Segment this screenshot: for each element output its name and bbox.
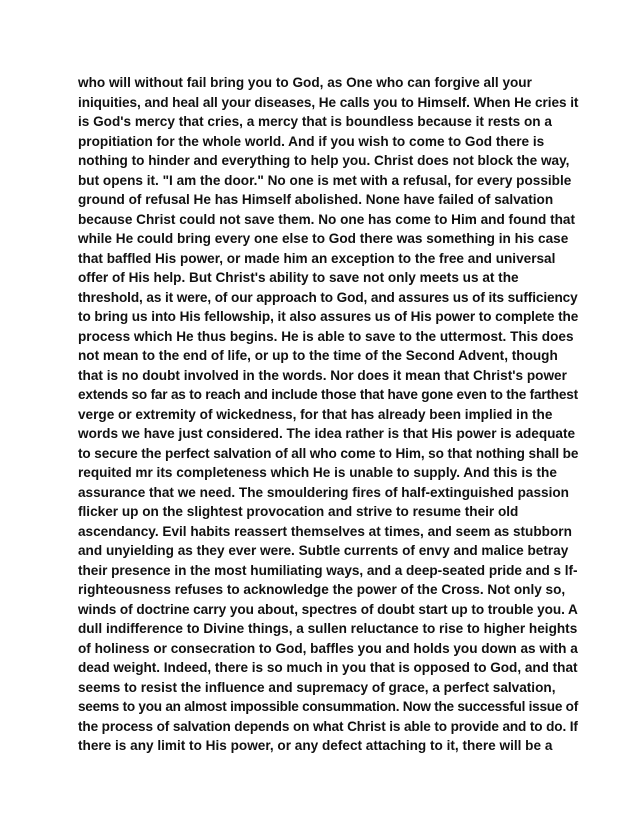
text-line: not mean to the end of life, or up to the time of the Second Advent, though [78, 348, 558, 363]
text-line: while He could bring every one else to God there was something in his case [78, 231, 569, 246]
text-line: seems to you an almost impossible consummation. Now the successful issue of [78, 699, 578, 714]
text-line: dead weight. Indeed, there is so much in you that is opposed to God, and that [78, 660, 578, 675]
text-line: process which He thus begins. He is able to save to the uttermost. This does [78, 328, 574, 344]
text-line: assurance that we need. The smouldering fires of half-extinguished passion [78, 484, 569, 500]
text-line: the process of salvation depends on what Christ is able to provide and to do. If [78, 718, 578, 734]
text-line: their presence in the most humiliating ways, and a deep-seated pride and s lf- [78, 562, 578, 578]
text-line: is God's mercy that cries, a mercy that is boundless because it rests on a [78, 114, 552, 129]
text-line: seems to resist the influence and supremacy of grace, a perfect salvation, [78, 679, 556, 695]
text-line: righteousness refuses to acknowledge the power of the Cross. Not only so, [78, 582, 566, 597]
text-line: dull indifference to Divine things, a sullen reluctance to rise to higher heights [78, 621, 578, 636]
text-line: who will without fail bring you to God, as One who can forgive all your [78, 75, 532, 90]
text-line: propitiation for the whole world. And if you wish to come to God there is [78, 133, 545, 149]
text-line: words we have just considered. The idea rather is that His power is adequate [78, 426, 576, 441]
text-line: ascendancy. Evil habits reassert themselves at times, and seem as stubborn [78, 523, 572, 539]
text-line: nothing to hinder and everything to help you. Christ does not block the way, [78, 153, 570, 168]
text-line: and unyielding as they ever were. Subtle currents of envy and malice betray [78, 543, 569, 558]
text-line: to bring us into His fellowship, it also assures us of His power to complete the [78, 309, 579, 324]
text-line: verge or extremity of wickedness, for that has already been implied in the [78, 406, 553, 422]
text-line: flicker up on the slightest provocation and strive to resume their old [78, 504, 519, 519]
text-line: there is any limit to His power, or any defect attaching to it, there will be a [78, 738, 553, 753]
text-line: iniquities, and heal all your diseases, He calls you to Himself. When He cries it [78, 94, 579, 110]
text-line: but opens it. "I am the door." No one is met with a refusal, for every possible [78, 172, 572, 188]
text-line: ground of refusal He has Himself abolished. None have failed of salvation [78, 192, 554, 207]
body-text [78, 73, 578, 756]
text-line: of holiness or consecration to God, baffles you and holds you down as with a [78, 640, 578, 656]
text-line: requited mr its completeness which He is unable to supply. And this is the [78, 465, 557, 480]
text-line: that baffled His power, or made him an exception to the free and universal [78, 250, 556, 266]
text-line: to secure the perfect salvation of all who come to Him, so that nothing shall be [78, 445, 579, 461]
text-line: that is no doubt involved in the words. Nor does it mean that Christ's power [78, 367, 567, 383]
text-line: threshold, as it were, of our approach to God, and assures us of its sufficiency [78, 289, 578, 305]
text-line: because Christ could not save them. No one has come to Him and found that [78, 211, 575, 227]
text-line: offer of His help. But Christ's ability to save not only meets us at the [78, 270, 519, 285]
text-line: winds of doctrine carry you about, spectres of doubt start up to trouble you. A [78, 601, 578, 617]
text-line: extends so far as to reach and include those that have gone even to the farthest [78, 387, 578, 402]
